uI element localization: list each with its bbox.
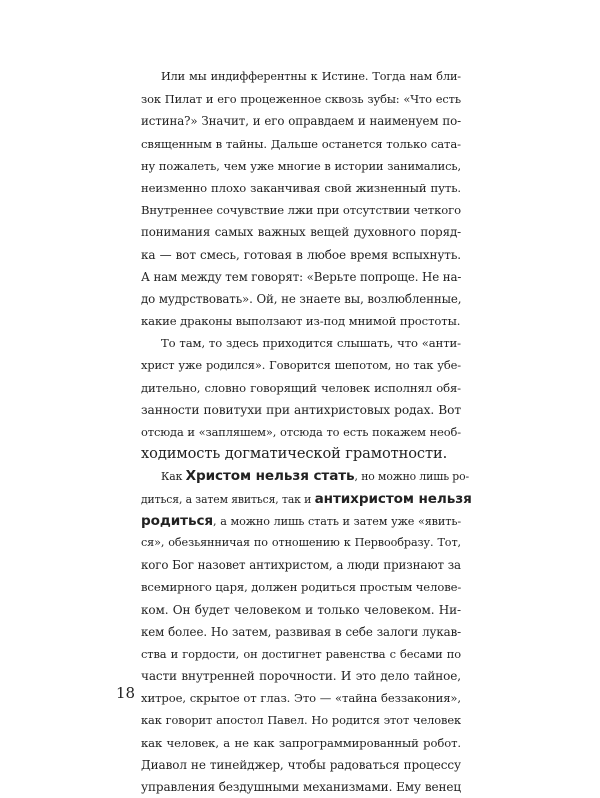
text-line: ка — вот смесь, готовая в любое время вспыхнуть. bbox=[141, 247, 461, 262]
paragraph-3 bbox=[141, 465, 472, 798]
text-line: отсюда и «запляшем», отсюда то есть покажем необ- bbox=[141, 425, 461, 439]
text-line: То там, то здесь приходится слышать, что «анти- bbox=[161, 336, 461, 351]
text-line: дительно, словно говорящий человек исполнял обя- bbox=[141, 380, 461, 395]
text-line: истина?» Значит, и его оправдаем и наименуем по- bbox=[141, 114, 461, 129]
text-line: ства и гордости, он достигнет равенства с бесами по bbox=[141, 646, 461, 661]
text-run: , а можно лишь стать и затем уже «явить- bbox=[213, 514, 461, 528]
text-line: хитрое, скрытое от глаз. Это — «тайна беззакония», bbox=[141, 691, 461, 706]
paragraph-1 bbox=[141, 66, 461, 332]
text-line bbox=[141, 465, 470, 487]
text-line: как говорит апостол Павел. Но родится этот человек bbox=[141, 713, 461, 728]
page-text bbox=[141, 66, 472, 798]
text-line: неизменно плохо заканчивая свой жизненный путь. bbox=[141, 180, 461, 195]
text-line: кого Бог назовет антихристом, а люди признают за bbox=[141, 558, 461, 573]
text-run: диться, а затем явиться, так и bbox=[141, 492, 315, 506]
text-line: части внутренней порочности. И это дело тайное, bbox=[141, 669, 461, 684]
bold-phrase: антихристом нельзя bbox=[314, 490, 472, 507]
text-run: , но можно лишь ро- bbox=[354, 470, 470, 484]
paragraph-2 bbox=[141, 332, 461, 465]
text-line: занности повитухи при антихристовых родах. Вот bbox=[141, 402, 461, 417]
text-line: А нам между тем говорят: «Верьте попроще. Не на- bbox=[141, 269, 462, 284]
text-run: Как bbox=[161, 470, 186, 484]
text-line: Внутреннее сочувствие лжи при отсутствии четкого bbox=[141, 203, 461, 218]
text-line: христ уже родился». Говорится шепотом, но так убе- bbox=[141, 358, 461, 373]
text-line: ся», обезьянничая по отношению к Первообразу. Тот, bbox=[141, 535, 461, 549]
text-line: до мудрствовать». Ой, не знаете вы, возлюбленные, bbox=[141, 291, 462, 306]
text-line: Или мы индифферентны к Истине. Тогда нам бли- bbox=[161, 70, 461, 83]
text-line: ком. Он будет человеком и только человеком. Ни- bbox=[141, 602, 461, 617]
text-line: священным в тайны. Дальше останется только сата- bbox=[141, 136, 461, 151]
text-line: понимания самых важных вещей духовного поряд- bbox=[141, 225, 461, 240]
text-line bbox=[141, 510, 461, 532]
text-line: всемирного царя, должен родиться простым челове- bbox=[141, 580, 462, 595]
text-line: кем более. Но затем, развивая в себе залоги лукав- bbox=[141, 624, 461, 639]
text-line: управления бездушными механизмами. Ему венец bbox=[141, 780, 461, 794]
bold-phrase: родиться bbox=[141, 512, 214, 529]
text-line: какие драконы выползают из-под мнимой простоты. bbox=[141, 314, 461, 329]
text-line: ходимость догматической грамотности. bbox=[141, 445, 448, 463]
text-line: ну пожалеть, чем уже многие в истории занимались, bbox=[141, 158, 461, 173]
text-line: Диавол не тинейджер, чтобы радоваться процессу bbox=[141, 757, 461, 772]
page-number: 18 bbox=[116, 684, 136, 702]
bold-phrase: Христом нельзя стать bbox=[185, 468, 355, 485]
text-line: как человек, а не как запрограммированный робот. bbox=[141, 735, 461, 750]
text-line: зок Пилат и его процеженное сквозь зубы: «Что есть bbox=[141, 92, 461, 107]
text-line bbox=[141, 488, 472, 510]
